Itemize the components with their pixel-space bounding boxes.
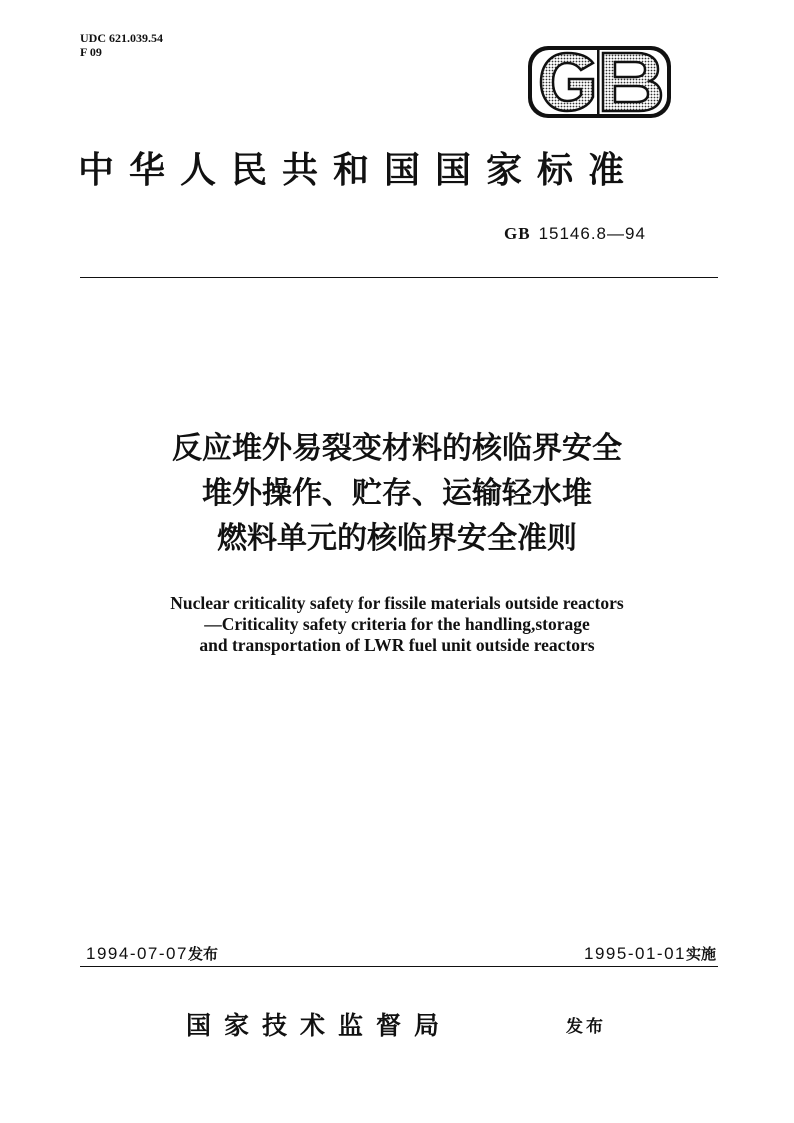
chinese-title-line: 燃料单元的核临界安全准则	[217, 521, 577, 556]
top-divider	[80, 277, 718, 278]
effective-label: 实施	[685, 945, 716, 963]
issued-date-value: 1994-07-07	[86, 944, 188, 963]
chinese-title-line: 反应堆外易裂变材料的核临界安全	[172, 431, 622, 466]
issued-label: 发布	[187, 945, 218, 963]
issued-date	[86, 943, 218, 964]
standard-number	[504, 224, 646, 244]
issue-word: 发布	[566, 1017, 606, 1037]
effective-date	[584, 943, 716, 964]
f-code: F 09	[80, 45, 102, 59]
udc-classification	[80, 31, 163, 59]
standard-code: 15146.8—94	[538, 224, 646, 243]
english-title	[0, 593, 794, 656]
chinese-title-line: 堆外操作、贮存、运输轻水堆	[202, 476, 592, 511]
udc-code: UDC 621.039.54	[80, 31, 163, 45]
standard-prefix: GB	[504, 224, 531, 243]
english-title-line: and transportation of LWR fuel unit outside reactors	[199, 635, 595, 655]
chinese-title	[0, 426, 794, 561]
english-title-line: Nuclear criticality safety for fissile materials outside reactors	[170, 593, 624, 613]
english-title-line: —Criticality safety criteria for the handling,storage	[204, 614, 590, 634]
gb-logo	[527, 45, 672, 119]
issuing-authority: 国家技术监督局	[186, 1011, 453, 1040]
national-standard-title: 中华人民共和国国家标准	[78, 149, 640, 191]
bottom-divider	[80, 966, 718, 967]
effective-date-value: 1995-01-01	[584, 944, 686, 963]
